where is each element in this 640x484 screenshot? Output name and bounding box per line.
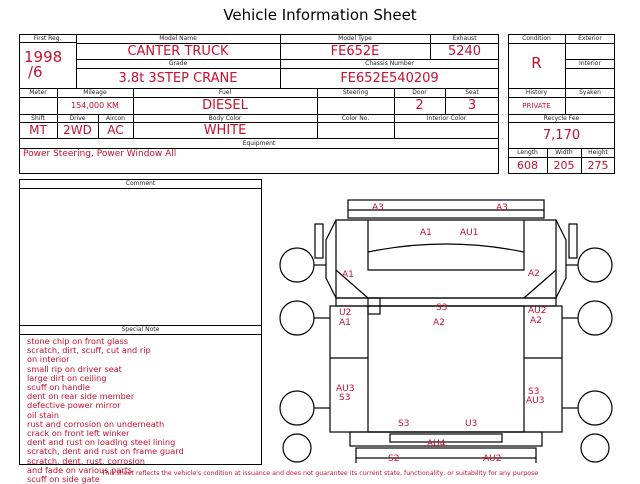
width-value: 205	[553, 159, 575, 172]
list-item: stone chip on front glass	[27, 336, 128, 346]
equipment-value: Power Steering, Power Window All	[23, 149, 177, 159]
meter-header: Meter	[29, 89, 47, 96]
list-item: large dirt on ceiling	[27, 372, 107, 383]
interior-header: Interior	[579, 60, 601, 67]
interior-color-header: Interior Color	[426, 114, 467, 122]
damage-mark: A3	[496, 203, 508, 213]
list-item: scratch, dirt, scuff, cut and rip	[27, 345, 151, 356]
list-item: on interior	[27, 354, 70, 365]
color-no-header: Color No.	[341, 114, 370, 122]
damage-mark: A2	[433, 318, 445, 328]
exhaust-value: 5240	[447, 43, 482, 59]
body-color-value: WHITE	[203, 122, 247, 138]
model-type-header: Model Type	[338, 35, 372, 42]
grade-value: 3.8t 3STEP CRANE	[118, 70, 238, 86]
damage-mark: U3	[465, 419, 478, 429]
history-header: History	[525, 89, 548, 96]
seat-header: Seat	[465, 89, 479, 96]
door-header: Door	[412, 89, 427, 96]
damage-mark: S3	[339, 393, 351, 403]
exterior-header: Exterior	[578, 35, 602, 42]
damage-mark: AU2	[528, 306, 547, 316]
fuel-header: Fuel	[218, 89, 232, 96]
first-reg-year: 1998	[24, 48, 63, 66]
comment-header: Comment	[125, 180, 156, 187]
damage-mark: A1	[342, 270, 354, 280]
damage-mark: S3	[398, 419, 410, 429]
first-reg-header: First Reg.	[33, 34, 62, 42]
chassis-number-value: FE652E540209	[340, 70, 439, 86]
width-header: Width	[555, 149, 573, 156]
list-item: dent and rust on loading steel lining	[27, 437, 176, 448]
shift-header: Shift	[31, 114, 45, 122]
list-item: scratch, dent, rust, corrosion	[27, 455, 145, 466]
fuel-value: DIESEL	[202, 98, 248, 113]
damage-mark: A1	[420, 228, 432, 238]
syaken-header: Syaken	[579, 89, 601, 96]
damage-mark: A2	[528, 269, 540, 279]
list-item: and fade on various parts	[27, 464, 133, 475]
list-item: oil stain	[27, 409, 60, 420]
special-notes-list	[27, 337, 184, 484]
body-color-header: Body Color	[208, 114, 242, 122]
list-item: small rip on driver seat	[27, 363, 122, 374]
drive-header: Drive	[69, 114, 86, 122]
first-reg-month: /6	[28, 63, 43, 81]
damage-mark: AU1	[460, 228, 479, 238]
damage-mark: A2	[530, 316, 542, 326]
list-item: crack on front left winker	[27, 428, 130, 439]
seat-value: 3	[467, 98, 477, 113]
list-item: defective power mirror	[27, 400, 121, 411]
door-value: 2	[415, 98, 424, 113]
grade-header: Grade	[168, 60, 188, 67]
disclaimer-footer: This sheet reflects the vehicle's condition at issuance and does not guarantee its current state, functionality, or suitability for any purpose	[101, 470, 539, 477]
chassis-number-header: Chassis Number	[365, 60, 414, 67]
damage-mark: S3	[436, 303, 448, 313]
damage-mark: AU3	[526, 396, 545, 406]
length-value: 608	[517, 159, 538, 172]
height-header: Height	[588, 149, 608, 156]
mileage-value: 154,000 KM	[71, 101, 119, 110]
model-name-value: CANTER TRUCK	[127, 43, 229, 59]
damage-mark: AU2	[483, 454, 502, 464]
drive-value: 2WD	[63, 123, 92, 137]
damage-mark: S3	[528, 387, 540, 397]
steering-header: Steering	[342, 89, 369, 96]
damage-mark: S2	[388, 454, 400, 464]
condition-header: Condition	[522, 35, 551, 42]
damage-mark: AU3	[336, 384, 355, 394]
exhaust-header: Exhaust	[452, 35, 477, 42]
damage-mark: A3	[372, 203, 384, 213]
page-title: Vehicle Information Sheet	[223, 6, 417, 24]
mileage-header: Mileage	[83, 89, 107, 96]
list-item: scratch, dent and rust on frame guard	[27, 446, 184, 457]
special-note-header: Special Note	[121, 326, 160, 333]
recycle-fee-header: Recycle Fee	[543, 114, 580, 122]
recycle-fee-value: 7,170	[542, 127, 581, 143]
equipment-header: Equipment	[242, 139, 276, 147]
length-header: Length	[517, 149, 538, 156]
list-item: rust and corrosion on underneath	[27, 418, 165, 429]
damage-mark: U2	[339, 308, 352, 318]
aircon-header: Aircon	[106, 114, 125, 122]
list-item: scuff on side gate	[27, 474, 100, 484]
list-item: scuff on handle	[27, 382, 90, 393]
truck-damage-diagram	[270, 180, 620, 465]
damage-mark: AU4	[427, 439, 446, 449]
shift-value: MT	[29, 123, 47, 137]
condition-value: R	[531, 54, 542, 72]
height-value: 275	[587, 159, 609, 172]
model-type-value: FE652E	[330, 43, 380, 59]
aircon-value: AC	[107, 123, 124, 137]
list-item: dent on rear side member	[27, 391, 135, 402]
damage-mark: A1	[339, 318, 351, 328]
model-name-header: Model Name	[159, 35, 197, 42]
history-value: PRIVATE	[522, 101, 551, 110]
